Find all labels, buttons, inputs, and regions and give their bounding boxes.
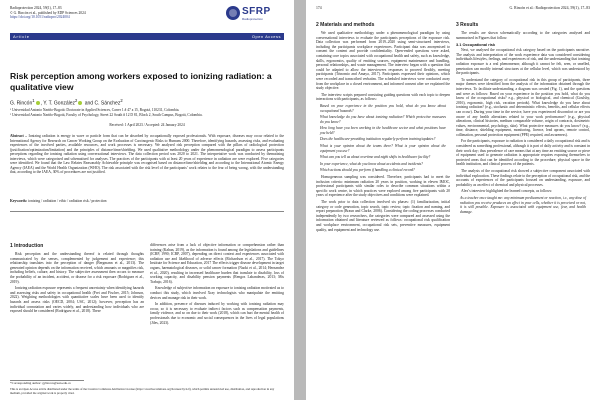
results-paragraph: For the participants, exposure to radiation is considered a daily occupational risk and is considered as something professional, although it is part of daily activity and is constant in their work day; thus prevalence of care means that at any time an emitting source or piece of equipment used to generate radiation is appropriate requires exposing themselves to protected areas that can be identified according to the procedure; physical space in the health institution, and clinical process of the patients. <box>456 139 590 167</box>
divider <box>10 211 284 212</box>
article-type-label: Article <box>13 34 30 39</box>
orcid-icon[interactable] <box>78 101 82 105</box>
intro-heading: 1 Introduction <box>10 243 44 249</box>
journal-logo <box>226 5 284 25</box>
affiliation-1: ¹ Universidad Antonio Nariño-Bogotá: Doctorate in Applied Sciences, Carrer 1 # 47 a 15, Bogotá, 110231, Colombia. <box>10 108 180 112</box>
introduction-columns <box>10 243 284 327</box>
intro-paragraph: Knowledge of subjective information on exposure to ionizing radiation motivated us to conduct this study, which involved Xray technologists who manipulate the emitting devices and manage risk in their work. <box>150 286 284 300</box>
intro-column-1 <box>10 243 144 327</box>
doi-link[interactable]: https://doi.org/10.1051/radiopro/2024004 <box>10 15 70 19</box>
methods-column <box>316 22 450 234</box>
intro-paragraph: In addition, presence of diseases induced by working with ionizing radiation may occur, so it is necessary to evaluate indirect factors such as compensation payments, family violence, and so on due to their work (2018), which can hurt the mental health of professionals due to economic and social consequences in the lives of legal populations (Jiles, 2023). <box>150 302 284 325</box>
methods-paragraph: Homogeneous sampling was considered. Therefore, participants had to meet the inclusion criteria: minimum radiation 20 years in position, working in eleven IMOC, professional participants with similar roles to describe common situations within a specific work centre, in which practices were explored among five participants with 20 years of experience after the study objectives and conditions were explained. <box>316 175 450 198</box>
results-heading: 3 Results <box>456 22 479 28</box>
interview-question: What knowledge do you have about ionizing radiation? Which protective measures do you know? <box>320 115 446 124</box>
methods-paragraph: We used qualitative methodology under a phenomenological paradigm by using conversational interviews to evaluate the participants perceptions of the exposure risk. Data collection was performed from 2019–2020 using semi-structured interviews, including the participants workplace experiences. Participant data was anonymised to consent the content and provide confidentiality. Open-ended questions were asked, containing core topics associated with occupational health and safety, such as knowledge, skills, ergonomics, quality of emitting sources, equipment maintenance and handling, personal relationships, and waste management. The interview began with a question that could be adapted to allow the interviewees responses to proceed flexibly, meeting participants (Trinomio and Amaya, 2017). Participants expressed their opinions, which were recorded and transcribed verbatim. The scheduled interviews were conducted away from the workplace in a closed environment, and informed consent after we explained the study objective. <box>316 31 450 91</box>
logo-word: SFRP <box>242 6 271 17</box>
author-name[interactable]: Y. T. González <box>43 100 76 107</box>
body-columns <box>316 22 590 234</box>
methods-paragraph: The interview scripts prepared consisting guiding questions with each topic to deepen interactions with participants, as follows: <box>316 92 450 102</box>
interview-question: How long have you been working in the healthcare sector and what positions have you held? <box>320 126 446 135</box>
interview-question: Which actions should you perform if handling a clinical record? <box>320 168 415 173</box>
article-type-bar <box>10 33 284 40</box>
corresponding-author-note: *Corresponding author: gyiincon@uan.edu.co <box>10 381 72 385</box>
results-paragraph: To understand the category of occupational risk in this group of participants, three major themes were identified from the analysis of the information obtained through the interviews. To facilitate understanding, a diagram was created (Fig. 1), and the questions and were as follows: Based on your experience in the position you hold, what do you know of the occupational risks? e.g., physical or biological, and chemical (Goulsby, 2016), ergonomic, high risk, vacation periods). What knowledge do you have about ionizing radiation? (e.g., stochastic and deterministic effects, benefits, and cellular effects can occur). During your time in the service, have you experienced discomfort or are you aware of any health alterations related to your work performance? (e.g., physical alterations, clinical histories, medium comparable volume, origin of contracts, dosimetric values, environmental, psychology, skin). What protective measures do you know? (e.g., time, distance, shielding equipment, monitoring, licence, lead aprons, remote control, collimation, personal protection equipment (PPE) required, and awareness). <box>456 77 590 137</box>
intro-column-2 <box>150 243 284 327</box>
interview-question: Based on your experience in the position you hold, what do you know about occupational hazards? <box>320 103 446 113</box>
results-paragraph: Alex’s interview highlighted the learned concepts, as follows: <box>461 189 553 194</box>
intro-paragraph: Ionizing radiation exposure represents a frequent uncertainty when identifying hazards and assessing risks and safety in occupational health (Frei and Fischer, 2015; Johnson, 2022). Weighting methodologies with quantitative scales have been used to identify hazards and assess risks (OECD, 2004; USC, 2012); however, perception has an individual connotation and varies widely, and understanding how individuals who are exposed should be considered (Rodriguez et al., 2018). These <box>10 286 144 314</box>
logo-disc-icon <box>226 6 240 20</box>
interview-question: What is your opinion about the teams there? What is your opinion about the equipment you use? <box>320 144 446 153</box>
keywords <box>10 199 284 204</box>
copyright-line: © G. Rincón et al., published by EDP Sciences 2024 <box>10 10 86 15</box>
logo-subtitle: Radioprotection <box>242 17 264 21</box>
affiliations <box>10 108 284 117</box>
results-column <box>456 22 590 234</box>
intro-paragraph: Risk perception and the understanding thereof is related through thoughts communicated by the senses, complemented by judgement and experience; this relationship translates into the perception of danger (Bergmann et al., 2013). The generated opinion depends on the information received, which amounts or magnifies risk, including beliefs, culture, and history. The subjective assessment then occurs to measure the probability of an incident, accident, or disease for a risk exposure (Rodriguez et al., 2019). <box>10 252 144 284</box>
author-name[interactable]: C. Sánchez <box>94 100 121 107</box>
citation-line: Radioprotection 2024, 59(1), 17–83 <box>10 6 62 10</box>
affiliation-2: ² Universidad Antonio Nariño-Bogotá, Faculty of Psychology, Street 22 South # 12 D 81, Block 2, South Campus, Bogotá, Colombia. <box>10 112 203 117</box>
interview-quote: As a teacher once taught me: any minimum predicament or reaction, i.e., any dose of radiation you receive produces an effect in your cells, whether it is perceived or not, it is still possible. Exposure is associated with equipment use, fear, and health damage. <box>460 196 586 214</box>
occupational-risk-heading: 3.1 Occupational risk <box>456 42 496 48</box>
interview-question: In your experience, what do you know about accidents and incidents? <box>320 161 423 166</box>
open-access-label: Open Access <box>251 34 281 39</box>
interview-question: Does the healthcare-providing institution regularly perform training/updates? <box>320 137 436 142</box>
article-page-right <box>306 0 600 400</box>
article-title: Risk perception among workers exposed to ionizing radiation: a qualitative view <box>10 71 272 92</box>
article-page-left <box>0 0 294 400</box>
orcid-icon[interactable] <box>36 101 40 105</box>
received-accepted-dates: Received: 1 April 2023 / Accepted: 24 January 2024 <box>109 123 185 127</box>
methods-heading: 2 Materials and methods <box>316 22 375 28</box>
abstract <box>10 134 284 175</box>
keywords-label: Keywords: <box>10 199 28 203</box>
methods-paragraph: The work prior to data collection involved six phases: (1) familiarisation, initial category or code generation, topic search, topic review, topic fixation and naming, and report preparation (Braun and Clarke, 2006). Considering the coding processes conducted independently by two researchers, the categories were compared and assessed using the information obtained and literature reviewed as follows: occupational risk qualification and workplace environment, occupational risk sets, preventive measures, equipment quality, and equipment and technology use. <box>316 200 450 232</box>
intro-paragraph: differences arise from a lack of objective information or comprehension rather than training (Kahan, 2019), as the information is found among the legislations and guidelines (ICRP, 1990; ICRP, 2007), depending on direct context and experiences associated with radiation use and likelihood of adverse effects (Richardson et al., 2017). The Tokyo Institute for Science and Education, 2017 The effects trigger disease development in target organs, haematological diseases, or solid cancer formation (Naoki et al., 2014; Hernandez et al., 2020), resulting in increased healthcare burden that translate to disability, loss of working capacity, and disability pension payments (Rengos Labanderas, 2013; Mis Trabajo, 2016). <box>150 243 284 284</box>
running-head-text: G. Rincón et al.: Radioprotection 2024, 59(1), 17–83 <box>509 6 590 10</box>
results-paragraph: Next, we analysed the occupational risk category based on the participants narrative. The analysis and interpretation of the work experience data was considered considering individuals lifestyles, feelings, and experiences of risk, and the understanding that ionizing radiation exposure is a real phenomenon; although it cannot be felt, seen, or smelled, penetration can modify internal structures at the cellular level, which was understood by the participants. <box>456 48 590 76</box>
abstract-text: Ionizing radiation is energy in wave or particle form that can be absorbed by occupationally exposed professionals. With exposure, diseases may occur related to the International Agency for Research on Cancer Working Group on the Evaluation of Carcinogenic Risks to Humans 2000. Therefore, identifying hazards, assessing risks, and evaluating experiences of the involved parties, available resources, and work processes is necessary. We analysed risk perception compared with the pillars of radiological protection (justification/optimization/limitation) and the principles of distance/time/shielding. We used qualitative methodology under the phenomenological paradigm to assess participants perceptions regarding the ionizing radiation using conversational interviews. The data collection period was 2020 to 2021. The interpretative work was conducted by thematizing interviews, which were categorised and schematised for analyses. The practices of the participants with at least 20 years of experience in radiation are were explored. Five categories were identified. We found that the Law Relates Reasonably Achievable principle was recognised based on distance/time/shielding and according to the International Atomic Energy Agency (IAEA) and the World Health Organization (WHO). The risk associated with the risk level of the participants’ work relates to the fear of being wrong, with the understanding that, according to the IAEA, 30% of procedures are not justified. <box>10 134 284 175</box>
results-paragraph: The analysis of the occupational risk showed a subjective component associated with individual exploration. These findings relate to the perception of occupational risk, and the accounts of experiences of the participants focused on understanding, exposure, and probability as an effect of chemical and physical processes. <box>456 169 590 187</box>
author-list: G. Rincón$^1$, Y. T. González$^2$ and C. Sánchez$^2$ <box>10 98 123 107</box>
license-note: This is an Open Access article distributed under the terms of the Creative Commons Attribution License (https://creativecommons.org/licenses/by/4.0), which permits unrestricted use, distribution, and reproduction in any medium, provided the original work is properly cited. <box>10 387 275 395</box>
interview-question: What can you tell us about overtime and night shifts in healthcare facility? <box>320 155 431 160</box>
results-intro: The results are shown schematically according to the categories analysed and summarised in Figures that follow. <box>456 31 590 40</box>
author-name[interactable]: G. Rincón <box>10 100 33 107</box>
page-number: 174 <box>316 6 322 10</box>
keywords-text: ionizing / radiation / ethic / radiation risk / protection <box>28 199 107 203</box>
abstract-label: Abstract – <box>10 134 28 138</box>
